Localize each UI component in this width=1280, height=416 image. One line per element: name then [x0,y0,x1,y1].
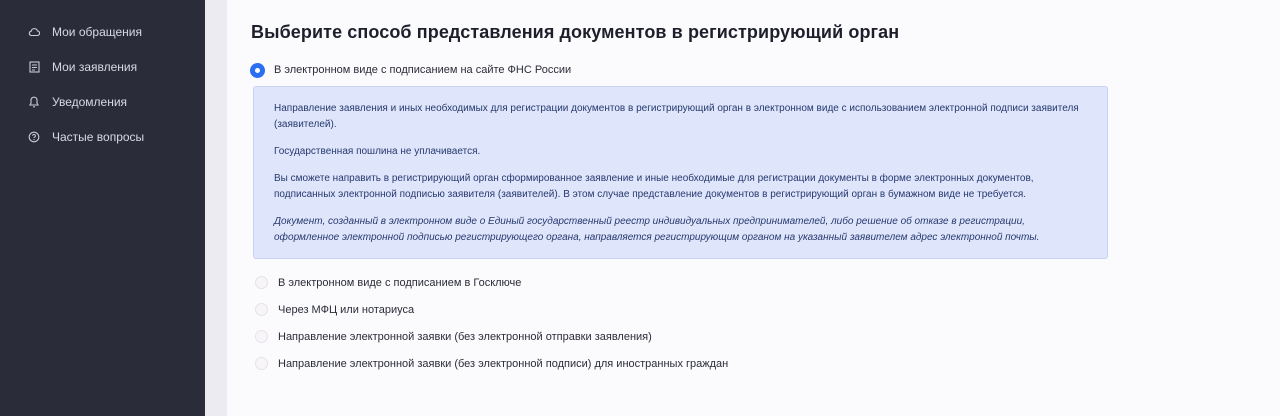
option-label: В электронном виде с подписанием на сайте ФНС России [274,64,572,76]
bell-icon [28,96,40,108]
radio-unselected[interactable] [255,303,268,316]
info-paragraph: Направление заявления и иных необходимых для регистрации документов в регистрирующий орган в электронном виде с использованием электронной подписи заявителя (заявителей). [274,103,1079,130]
option-mfc-notary[interactable] [255,296,1280,323]
option-gosklyuch[interactable] [255,269,1280,296]
option-e-request-foreign[interactable] [255,350,1280,377]
radio-selected[interactable] [251,64,264,77]
sidebar [0,0,205,416]
info-panel [253,86,1108,259]
sidebar-item-my-applications[interactable] [0,49,205,84]
sidebar-item-label: Мои обращения [52,24,142,39]
content-gutter [205,0,227,416]
info-paragraph: Государственная пошлина не уплачивается. [274,146,481,157]
radio-unselected[interactable] [255,357,268,370]
page-title: Выберите способ представления документов в регистрирующий орган [251,22,900,42]
info-paragraph: Вы сможете направить в регистрирующий орган сформированное заявление и иные необходимые для регистрации документы в форме электронных документов, подписанных электронной подписью заявителя (заявителей). В этом случае представление документов в регистрирующий орган в бумажном виде не требуется. [274,173,1034,200]
sidebar-item-label: Мои заявления [52,59,138,74]
question-circle-icon [28,131,40,143]
info-paragraph: Документ, созданный в электронном виде о Единый государственный реестр индивидуальных предпринимателей, либо решение об отказе в регистрации, оформленное электронной подписью регистрирующего органа, направляется регистрирующим органом на указанный заявителем адрес электронной почты. [274,216,1040,243]
option-online-fns[interactable] [251,61,1280,79]
document-grid-icon [28,61,40,73]
sidebar-item-my-requests[interactable] [0,14,205,49]
sidebar-item-faq[interactable] [0,119,205,154]
option-e-request[interactable] [255,323,1280,350]
sidebar-item-label: Уведомления [52,94,128,109]
radio-unselected[interactable] [255,330,268,343]
other-options [251,269,1280,377]
option-label: Через МФЦ или нотариуса [278,303,415,316]
cloud-icon [28,26,40,38]
main-content [227,0,1280,416]
sidebar-item-label: Частые вопросы [52,129,145,144]
option-label: Направление электронной заявки (без электронной отправки заявления) [278,330,652,343]
sidebar-item-notifications[interactable] [0,84,205,119]
option-label: В электронном виде с подписанием в Госключе [278,276,522,289]
radio-unselected[interactable] [255,276,268,289]
option-label: Направление электронной заявки (без электронной подписи) для иностранных граждан [278,357,729,370]
